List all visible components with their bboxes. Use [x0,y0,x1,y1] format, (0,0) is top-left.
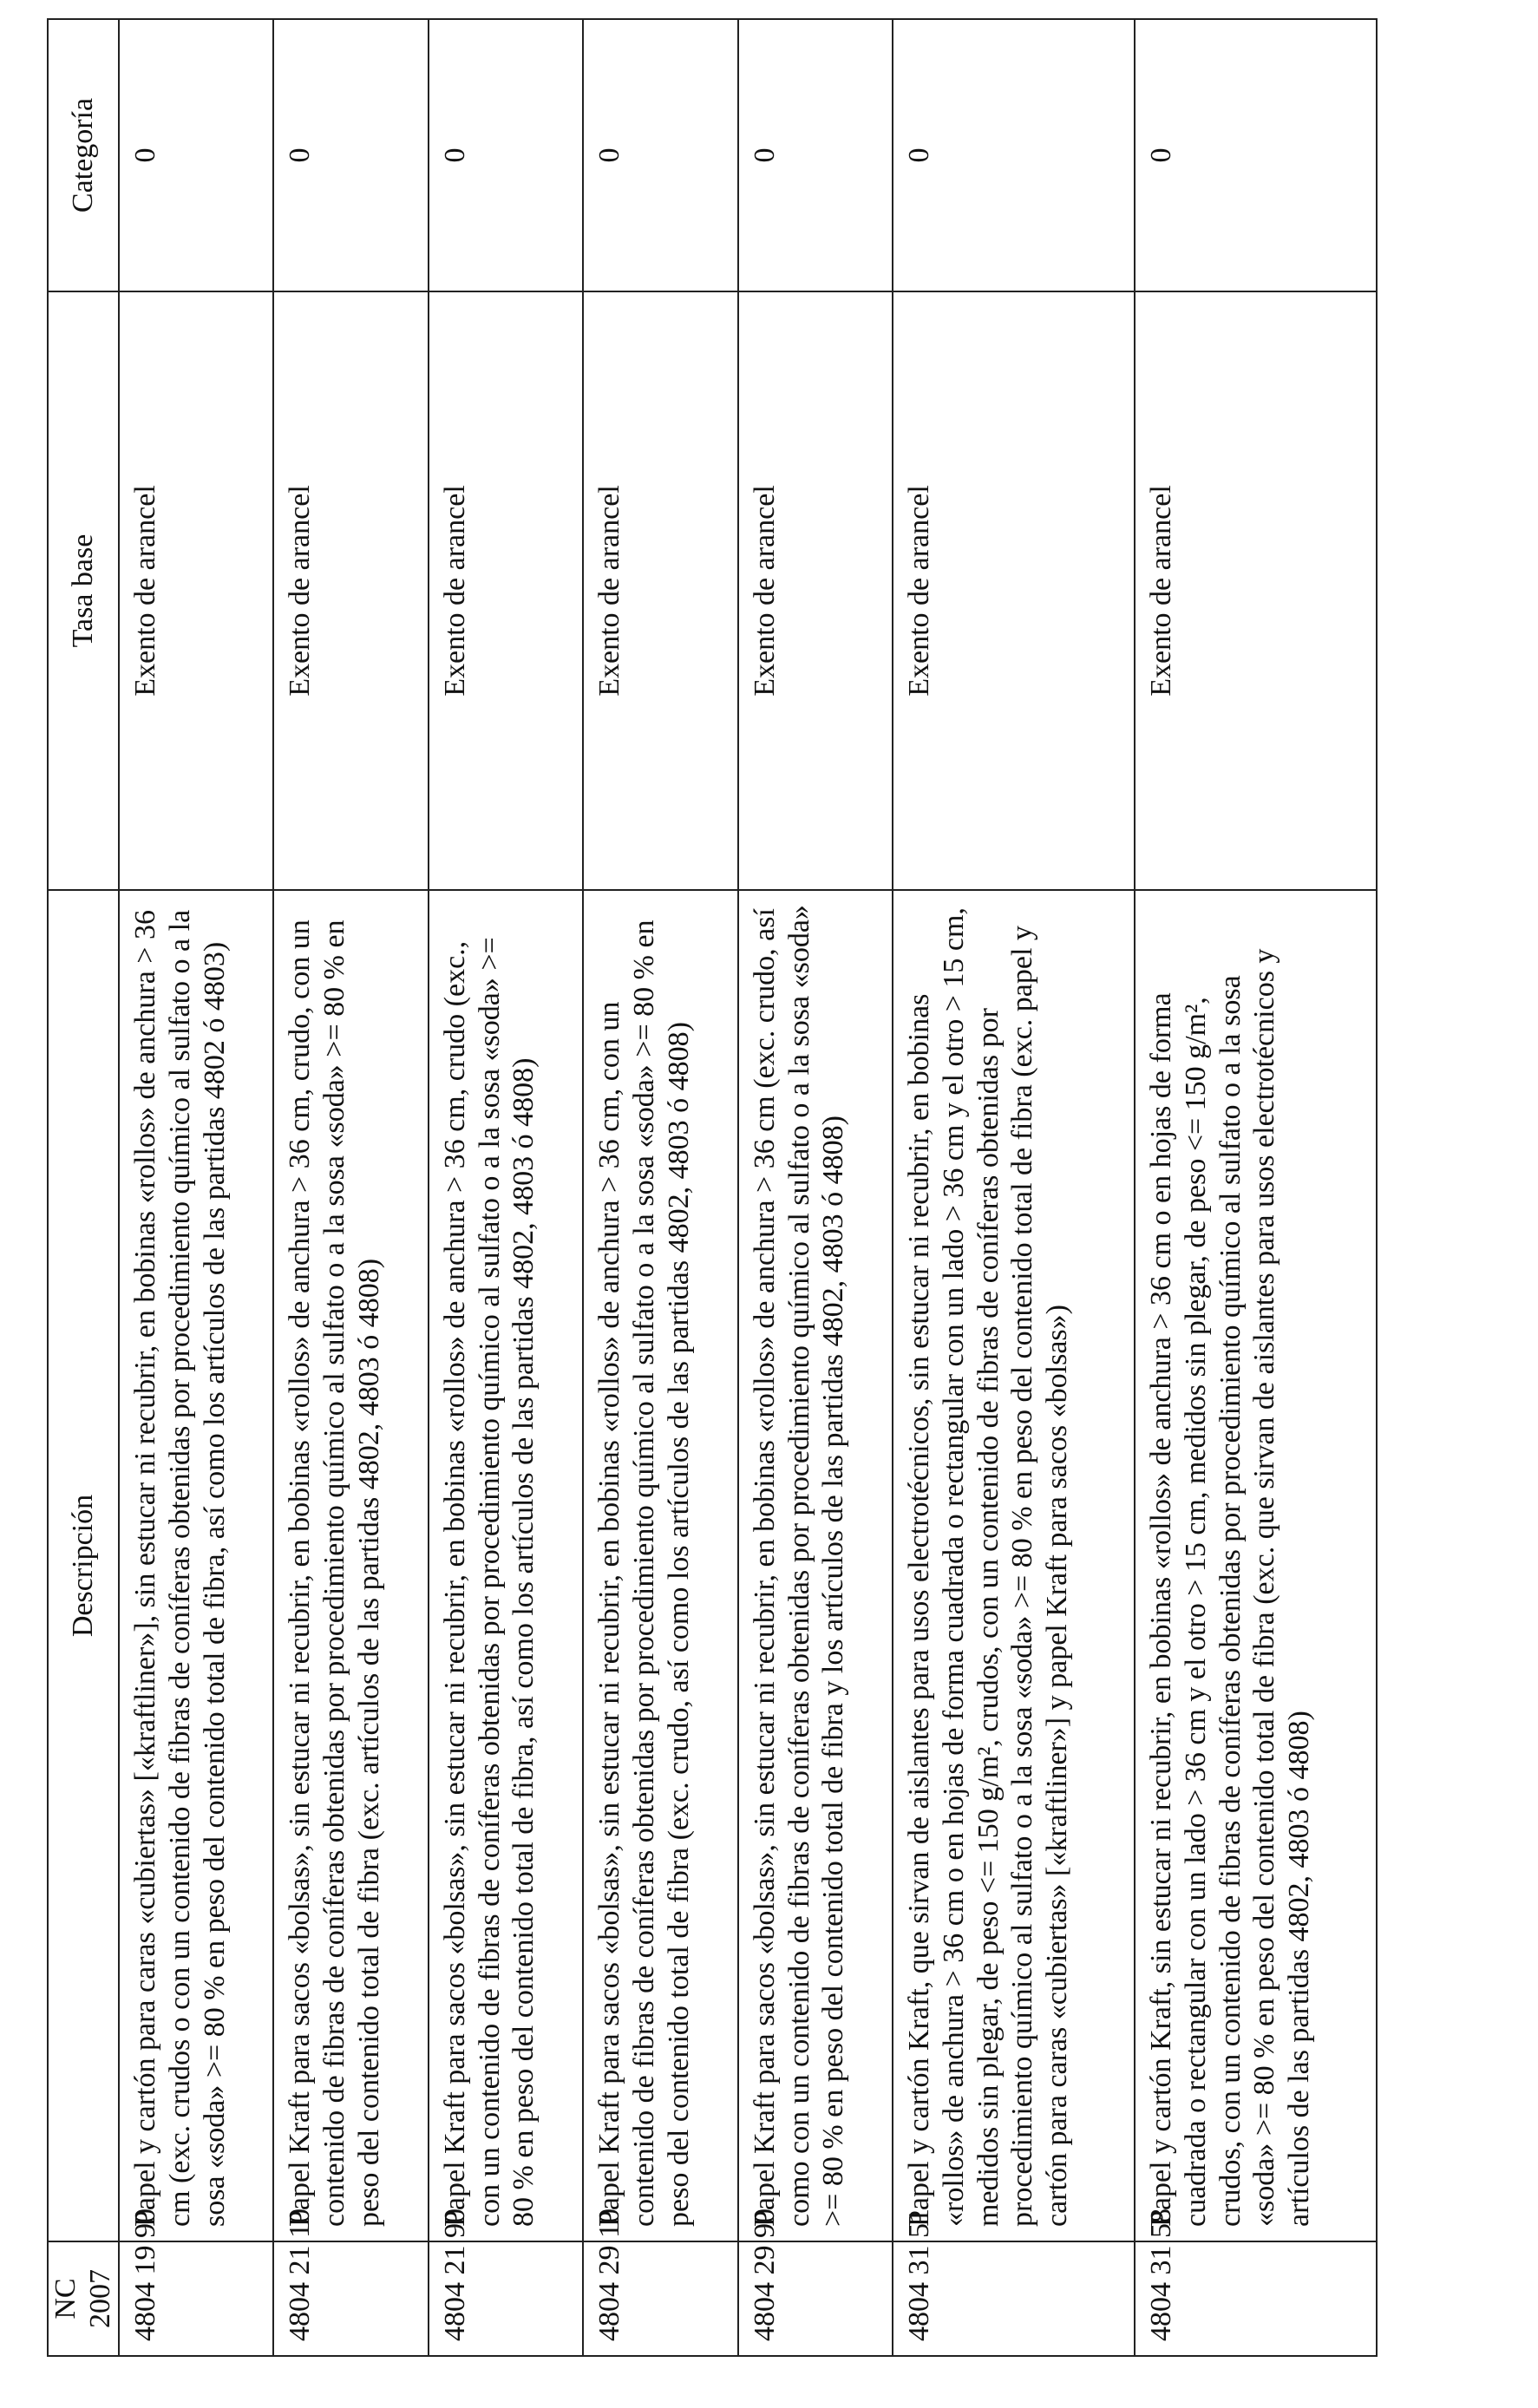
base-rate: Exento de arancel [583,291,737,890]
header-row [48,19,119,2356]
description: Papel Kraft para sacos «bolsas», sin estucar ni recubrir, en bobinas «rollos» de anchura > 36 cm, crudo (exc., con un contenido de fibras de coníferas obtenidas por procedimiento químico al sulfato o a la sosa «soda» >= 80 % en peso del contenido total de fibra, así como los artículos de las partidas 4802, 4803 ó 4808) [429,890,583,2241]
nc-code: 4804 21 10 [273,2241,428,2356]
rotated-page [47,20,1378,2357]
table-row [119,19,273,2356]
category: 0 [273,19,428,291]
table-row [1135,19,1377,2356]
category: 0 [583,19,737,291]
header-tasa-base: Tasa base [48,291,119,890]
description: Papel y cartón Kraft, que sirvan de aislantes para usos electrotécnicos, sin estucar ni recubrir, en bobinas «rollos» de anchura > 36 cm o en hojas de forma cuadrada o rectangular con un lado > 36 cm y el otro > 15 cm, medidos sin plegar, de peso <= 150 g/m², crudos, con un contenido de fibras de coníferas obtenidas por procedimiento químico al sulfato o a la sosa «soda» >= 80 % en peso del contenido total de fibra (exc. papel y cartón para caras «cubiertas» [«kraftliner»] y papel Kraft para sacos «bolsas») [893,890,1135,2241]
table-row [273,19,428,2356]
table-row [738,19,893,2356]
header-categoria: Categoría [48,19,119,291]
nc-code: 4804 19 90 [119,2241,273,2356]
base-rate: Exento de arancel [1135,291,1377,890]
description: Papel Kraft para sacos «bolsas», sin estucar ni recubrir, en bobinas «rollos» de anchura > 36 cm, crudo, con un contenido de fibras de coníferas obtenidas por procedimiento químico al sulfato o a la sosa «soda» >= 80 % en peso del contenido total de fibra (exc. artículos de las partidas 4802, 4803 ó 4808) [273,890,428,2241]
base-rate: Exento de arancel [429,291,583,890]
category: 0 [1135,19,1377,291]
description: Papel Kraft para sacos «bolsas», sin estucar ni recubrir, en bobinas «rollos» de anchura > 36 cm (exc. crudo, así como con un contenido de fibras de coníferas obtenidas por procedimiento químico al sulfato o a la sosa «soda» >= 80 % en peso del contenido total de fibra y los artículos de las partidas 4802, 4803 ó 4808) [738,890,893,2241]
category: 0 [119,19,273,291]
nc-code: 4804 29 90 [738,2241,893,2356]
table-row [583,19,737,2356]
table-row [429,19,583,2356]
nc-code: 4804 29 10 [583,2241,737,2356]
table-body [119,19,1377,2356]
base-rate: Exento de arancel [738,291,893,890]
nc-code: 4804 21 90 [429,2241,583,2356]
base-rate: Exento de arancel [119,291,273,890]
nc-code: 4804 31 51 [893,2241,1135,2356]
description: Papel y cartón Kraft, sin estucar ni recubrir, en bobinas «rollos» de anchura > 36 cm o en hojas de forma cuadrada o rectangular con un lado > 36 cm y el otro > 15 cm, medidos sin plegar, de peso <= 150 g/m², crudos, con un contenido de fibras de coníferas obtenidas por procedimiento químico al sulfato o a la sosa «soda» >= 80 % en peso del contenido total de fibra (exc. que sirvan de aislantes para usos electrotécnicos y artículos de las partidas 4802, 4803 ó 4808) [1135,890,1377,2241]
table-header [48,19,119,2356]
header-nc-2007: NC 2007 [48,2241,119,2356]
table-row [893,19,1135,2356]
description: Papel Kraft para sacos «bolsas», sin estucar ni recubrir, en bobinas «rollos» de anchura > 36 cm, con un contenido de fibras de coníferas obtenidas por procedimiento químico al sulfato o a la sosa «soda» >= 80 % en peso del contenido total de fibra (exc. crudo, así como los artículos de las partidas 4802, 4803 ó 4808) [583,890,737,2241]
base-rate: Exento de arancel [893,291,1135,890]
header-descripcion: Descripción [48,890,119,2241]
nc-code: 4804 31 58 [1135,2241,1377,2356]
description: Papel y cartón para caras «cubiertas» [«kraftliner»], sin estucar ni recubrir, en bobinas «rollos» de anchura > 36 cm (exc. crudos o con un contenido de fibras de coníferas obtenidas por procedimiento químico al sulfato o a la sosa «soda» >= 80 % en peso del contenido total de fibra, así como los artículos de las partidas 4802 ó 4803) [119,890,273,2241]
base-rate: Exento de arancel [273,291,428,890]
category: 0 [893,19,1135,291]
tariff-table [47,18,1378,2357]
category: 0 [738,19,893,291]
category: 0 [429,19,583,291]
